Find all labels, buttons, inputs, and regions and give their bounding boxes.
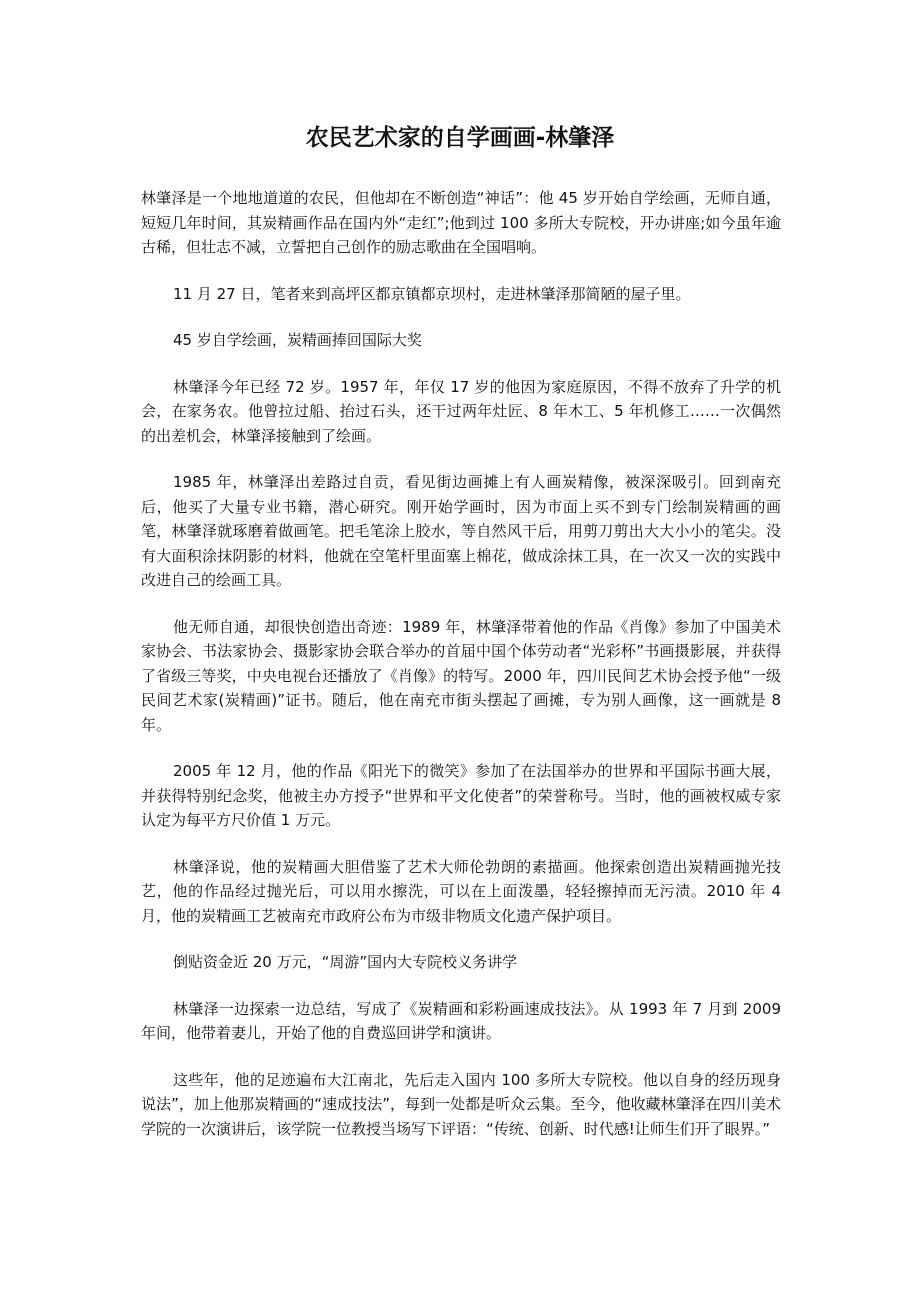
section-heading-lectures: 倒贴资金近 20 万元，“周游”国内大专院校义务讲学 [173,953,518,971]
paragraph-book: 林肇泽一边探索一边总结，写成了《炭精画和彩粉画速成技法》。从 1993 年 7 月到 2009 年间，他带着妻儿，开始了他的自费巡回讲学和演讲。 [141,999,781,1042]
paragraph-technique: 林肇泽说，他的炭精画大胆借鉴了艺术大师伦勃朗的素描画。他探索创造出炭精画抛光技艺，他的作品经过抛光后，可以用水擦洗，可以在上面泼墨，轻轻擦掉而无污渍。2010 年 4 月，他的炭精画工艺被南充市政府公布为市级非物质文化遗产保护项目。 [141,857,781,925]
paragraph-travels: 这些年，他的足迹遍布大江南北，先后走入国内 100 多所大专院校。他以自身的经历现身说法”，加上他那炭精画的“速成技法”，每到一处都是听众云集。至今，他收藏林肇泽在四川美术学院的一次演讲后，该学院一位教授当场写下评语：“传统、创新、时代感!让师生们开了眼界。” [141,1070,781,1138]
section-heading-self-taught: 45 岁自学绘画，炭精画捧回国际大奖 [173,331,422,349]
paragraph-1985: 1985 年，林肇泽出差路过自贡，看见街边画摊上有人画炭精像，被深深吸引。回到南充后，他买了大量专业书籍，潜心研究。刚开始学画时，因为市面上买不到专门绘制炭精画的画笔，林肇泽就琢磨着做画笔。把毛笔涂上胶水，等自然风干后，用剪刀剪出大大小小的笔尖。没有大面积涂抹阴影的材料，他就在空笔杆里面塞上棉花，做成涂抹工具，在一次又一次的实践中改进自己的绘画工具。 [141,473,781,589]
document-title: 农民艺术家的自学画画-林肇泽 [305,125,615,151]
document-body [141,186,781,1163]
paragraph-2005: 2005 年 12 月，他的作品《阳光下的微笑》参加了在法国举办的世界和平国际书画大展，并获得特别纪念奖，他被主办方授予“世界和平文化使者”的荣誉称号。当时，他的画被权威专家认定为每平方尺价值 1 万元。 [141,762,781,829]
paragraph-visit: 11 月 27 日，笔者来到高坪区都京镇都京坝村，走进林肇泽那简陋的屋子里。 [173,284,691,303]
paragraph-background: 林肇泽今年已经 72 岁。1957 年，年仅 17 岁的他因为家庭原因，不得不放弃了升学的机会，在家务农。他曾拉过船、抬过石头，还干过两年灶匠、8 年木工、5 年机修工……一次偶然的出差机会，林肇泽接触到了绘画。 [141,377,781,445]
paragraph-1989: 他无师自通，却很快创造出奇迹：1989 年，林肇泽带着他的作品《肖像》参加了中国美术家协会、书法家协会、摄影家协会联合举办的首届中国个体劳动者“光彩杯”书画摄影展，并获得了省级三等奖，中央电视台还播放了《肖像》的特写。2000 年，四川民间艺术协会授予他“一级民间艺术家(炭精画)”证书。随后，他在南充市街头摆起了画摊，专为别人画像，这一画就是 8 年。 [141,617,781,734]
paragraph-intro: 林肇泽是一个地地道道的农民，但他却在不断创造“神话”：他 45 岁开始自学绘画，无师自通，短短几年时间，其炭精画作品在国内外“走红”;他到过 100 多所大专院校，开办讲座;如今虽年逾古稀，但壮志不减，立誓把自己创作的励志歌曲在全国唱响。 [141,189,781,256]
